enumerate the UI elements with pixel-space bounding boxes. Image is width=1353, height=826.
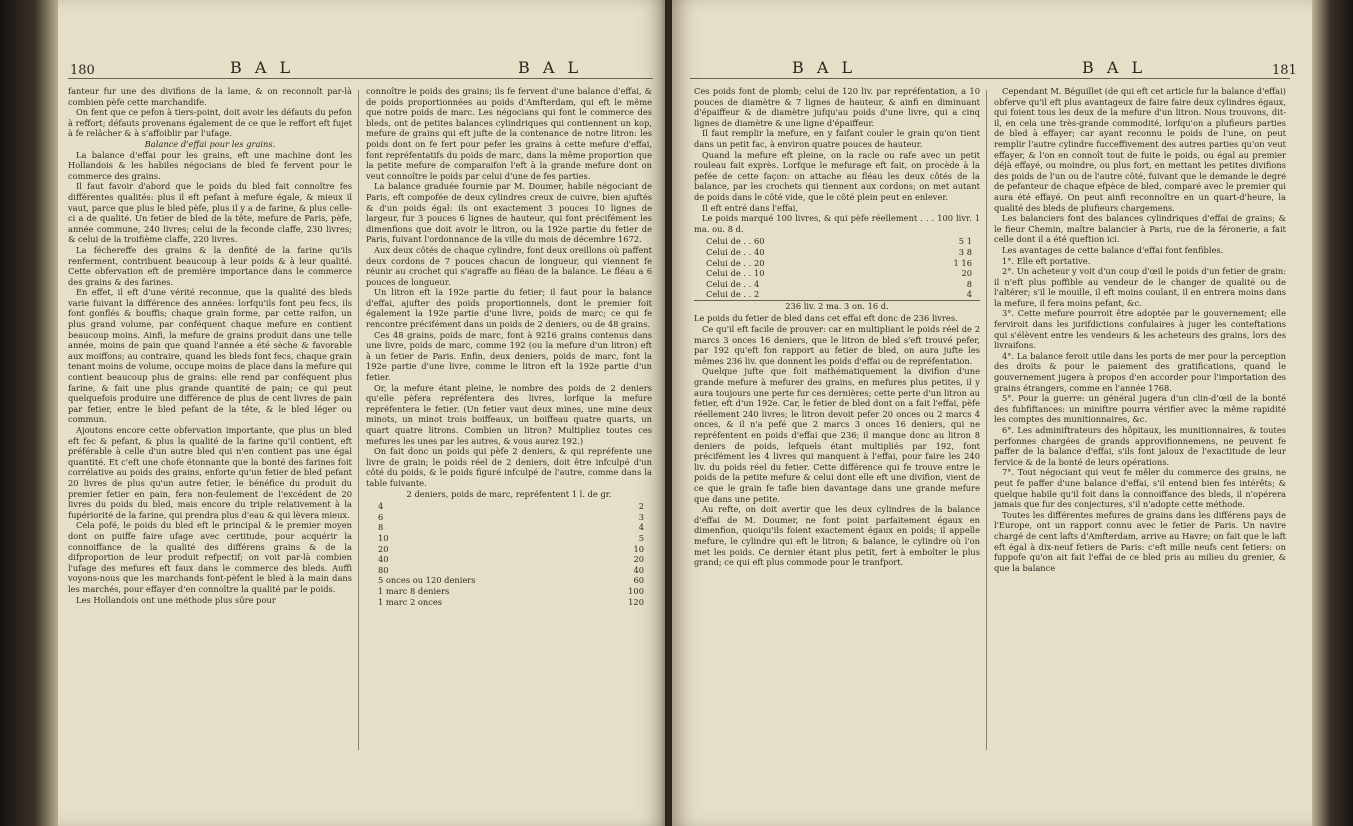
book-edge-left (0, 0, 58, 826)
header-rule (690, 78, 1290, 79)
paragraph: En effet, il eft d'une vérité reconnue, que la qualité des bleds varie fuivant la différence des années: lorfqu'ils font peu fecs, ils font gonflés & bouffis; chaque grain forme, par cette raifon, un plus grand volume, par conféquent chaque mefure en contient beaucoup moins. Ainfi, la mefure de grains produit dans une telle année, moins de pain que quand l'année a été sèche & favorable aux moiffons; au contraire, quand les bleds font fecs, chaque grain tenant moins de volume, occupe moins de place dans la mefure qui contient beaucoup plus de grains: elle rend par conféquent plus farine, & fait une plus grande quantité de pain; ce qui peut quelquefois produire une différence de plus de cent livres de pain par fetier, entre le bled pefant de la tête, & le bled léger ou commun. (68, 287, 352, 425)
table-row: Celui de . . 2 4 (706, 289, 972, 300)
table-row: Celui de . . 4 8 (706, 278, 972, 289)
paragraph: Or, la mefure étant pleine, le nombre des poids de 2 deniers qu'elle pèfera repréfentera des livres, lorfque la mefure repréfentera le fetier. (Un fetier vaut deux mines, une mine deux minots, un minot trois boiffeaux, un boiffeau quatre quarts, un quart quatre litrons. Combien un litron? Multipliez toutes ces mefures les unes par les autres, & vous aurez 192.) (366, 382, 652, 446)
table-row: 40 20 (378, 554, 644, 565)
table-total: 236 liv. 2 ma. 3 on. 16 d. (694, 300, 980, 312)
paragraph: Il faut favoir d'abord que le poids du bled fait connoître fes différentes qualités: plus il eft pefant à mefure égale, & mieux il vaut, parce que plus le bled pèfe, plus il y a de farine, & plus celle-ci a de qualité. Un fetier de bled de la tête, mefure de Paris, pèfe, année commune, 240 livres; celui de la feconde claffe, 230 livres; & celui de la troifième claffe, 220 livres. (68, 181, 352, 245)
paragraph: 1°. Elle eft portative. (1002, 255, 1091, 266)
paragraph: Quelque jufte que foit mathématiquement la divifion d'une grande mefure à mefurer des grains, en mefures plus petites, il y aura toujours une perte fur ces dernières; cette perte d'un litron au fetier, eft d'un 192e. Car, le fetier de bled dont on a fait l'effai, pèfe réellement 240 livres; le litron devoit pefer 20 onces ou 2 marcs 4 onces, & il n'a pefé que 2 marcs 3 onces 16 deniers, qui ne repréfentent en poids d'effai que 236; il manque donc au litron 8 deniers de poids, lefquels étant multipliés par 192, font précifément les 4 livres qui manquent à l'effai, pour faire les 240 liv. du poids réel du fetier. Cette différence qui fe trouve entre le poids de la petite mefure & celui dont elle eft une divifion, vient de ce que le grain fe tafle bien davantage dans une grande mefure que dans une petite. (694, 366, 980, 504)
paragraph: Il faut remplir la mefure, en y faifant couler le grain qu'on tient dans un petit fac, à environ quatre pouces de hauteur. (694, 128, 980, 149)
paragraph: Aux deux côtés de chaque cylindre, font deux oreillons où paffent deux cordons de 7 pouces chacun de longueur, qui viennent fe réunir au crochet qui s'agraffe au fléau de la balance. Le fléau a 6 pouces de longueur. (366, 244, 652, 287)
table-row: Celui de . . 60 5 1 (706, 236, 972, 247)
section-heading: Balance d'effai pour les grains. (144, 138, 276, 149)
table-caption: Le poids marqué 100 livres, & qui pèfe réellement . . . 100 livr. 1 ma. ou. 8 d. (694, 213, 980, 234)
left-page-column-1 (68, 86, 352, 605)
left-page (58, 0, 665, 826)
table-row: 5 onces ou 120 deniers 60 (378, 575, 644, 586)
paragraph: Les balanciers font des balances cylindriques d'effai de grains; & le fieur Chemin, maître balancier à Paris, rue de la féronerie, a fait celle dont il a été queftion ici. (994, 213, 1286, 245)
table-row: 20 10 (378, 543, 644, 554)
paragraph: Les Hollandois ont une méthode plus sûre pour (76, 594, 276, 605)
running-head-col2: B A L (1082, 58, 1147, 77)
paragraph: Cela pofé, le poids du bled eft le principal & le premier moyen dont on puiffe faire ufage avec certitude, pour acquérir la connoiffance de la qualité des différens grains & de la difproportion de leur produit refpectif; on voit par-là combien l'ufage des mefures eft faux dans le commerce des bleds. Auffi voyons-nous que les marchands font-pèfent le bled à la main dans les marchés, pour effayer d'en connoître la qualité par le poids. (68, 520, 352, 594)
table-row: 10 5 (378, 532, 644, 543)
right-page-column-1 (694, 86, 980, 568)
right-page (672, 0, 1312, 826)
paragraph: Ce qu'il eft facile de prouver: car en multipliant le poids réel de 2 marcs 3 onces 16 deniers, que le litron de bled s'eft trouvé pefer, par 192 qu'eft fon rapport au fetier de bled, on aura jufte les mêmes 236 liv. que donnent les poids d'effai ou de repréfentation. (694, 324, 980, 366)
table-row: Celui de . . 10 20 (706, 268, 972, 279)
paragraph: connoître le poids des grains; ils fe fervent d'une balance d'effai, & de poids proportionnées au poids d'Amfterdam, qui eft le même que notre poids de marc. Les négocians qui font le commerce des bleds, ont de petites balances cylindriques qui contiennent un kop, mefure de grains qui eft jufte de la contenance de notre litron: les poids dont on fe fert pour pefer les grains à cette mefure d'effai, font repréfentatifs du poids de marc, dans la même proportion que la petite mefure de comparaifon l'eft à la grande mefure dont on veut connoître le poids par celui d'une de fes parties. (366, 86, 652, 181)
paragraph: La balance graduée fournie par M. Doumer, habile négociant de Paris, eft compofée de deux cylindres creux de cuivre, bien ajuftés & d'un poids égal: ils ont exactement 3 pouces 10 lignes de largeur, fur 3 pouces 6 lignes de hauteur, qui font précifément les dimenfions que doit avoir le litron, ou la 192e partie du fetier de Paris, fuivant l'ordonnance de la ville du mois de décembre 1672. (366, 181, 652, 245)
table-row: 8 4 (378, 522, 644, 533)
paragraph: 4°. La balance feroit utile dans les ports de mer pour la perception des droits & pour le paiement des gratifications, quand le gouvernement jugera à propos d'en accorder pour l'importation des grains étrangers, comme en l'année 1768. (994, 350, 1286, 393)
page-number: 181 (1272, 63, 1297, 78)
paragraph: Il eft entré dans l'effai, (702, 202, 799, 213)
paragraph: Le poids du fetier de bled dans cet effai eft donc de 236 livres. (694, 313, 958, 324)
paragraph: Ces poids font de plomb; celui de 120 liv. par repréfentation, a 10 pouces de diamètre & 7 lignes de hauteur, & ainfi en diminuant d'épaiffeur & de diamètre jufqu'au poids d'une livre, qui a cinq lignes de diamètre & une ligne d'épaiffeur. (694, 86, 980, 128)
running-head-col2: B A L (518, 58, 583, 77)
book-edge-right (1312, 0, 1353, 826)
paragraph: 7°. Tout négociant qui veut fe mêler du commerce des grains, ne peut fe paffer d'une balance d'effai, s'il entend bien fes intérêts; & quelque habile qu'il foit dans la connoiffance des bleds, il n'opérera jamais que fur des conjectures, s'il n'adopte cette méthode. (994, 467, 1286, 510)
paragraph: Les avantages de cette balance d'effai font fenfibles. (1002, 244, 1224, 255)
paragraph: Toutes les différentes mefures de grains dans les différens pays de l'Europe, ont un rapport connu avec le fetier de Paris. Un navire chargé de cent lafts d'Amfterdam, arrive au Havre; on fait que le laft eft égal à dix-neuf fetiers de Paris: c'eft mille neufs cent fetiers: on fuppofe qu'on ait fait l'effai de ce bled pris au milieu du grenier, & que la balance (994, 509, 1286, 573)
paragraph: Cependant M. Béguillet (de qui eft cet article fur la balance d'effai) obferve qu'il eft plus avantageux de faire faire deux cylindres égaux, qui foient tous les deux de la mefure d'un litron. Nous trouvons, dit-il, en cela une très-grande commodité, lorfqu'on a plufieurs parties de bled à effayer; car ayant reconnu le poids de l'une, on peut remplir l'autre cylindre fucceffivement des autres parties qu'on veut effayer, & l'on en connoît tout de fuite le poids, ou égal au premier déjà effayé, ou moindre, ou plus fort, en mettant les petites divifions des poids de l'un ou de l'autre côté, fuivant que le demande le degré de pefanteur de chaque efpèce de bled, comparé avec le premier qui aura été effayé. On peut ainfi reconnoître en un quart-d'heure, la qualité des bleds de plufieurs chargemens. (994, 86, 1286, 213)
paragraph: 6°. Les adminiftrateurs des hôpitaux, les munitionnaires, & toutes perfonnes chargées de grands approvifionnemens, ne peuvent fe paffer de la balance d'effai, s'ils font jaloux de l'exactitude de leur fervice & de la bonté de leurs opérations. (994, 425, 1286, 467)
paragraph: Un litron eft la 192e partie du fetier; il faut pour la balance d'effai, ajufter des poids proportionnels, dont le premier foit également la 192e partie d'une livre, poids de marc; ce qui fe rencontre précifément dans un poids de 2 deniers, ou de 48 grains. (366, 287, 652, 330)
table-row: 80 40 (378, 564, 644, 575)
paragraph: La féchereffe des grains & la denfité de la farine qu'ils renferment, contribuent beaucoup à leur poids & à leur qualité. Cette obfervation eft de première importance dans le commerce des grains & des farines. (68, 244, 352, 287)
paragraph: La balance d'effai pour les grains, eft une machine dont les Hollandois & les habiles négocians de bled fe fervent pour le commerce des grains. (68, 149, 352, 181)
table-row: Celui de . . 20 1 16 (706, 257, 972, 268)
paragraph: Au refte, on doit avertir que les deux cylindres de la balance d'effai de M. Doumer, ne font point parfaitement égaux en dimenfion, quoiqu'ils foient exactement égaux en poids; il appelle mefure, le cylindre qui eft le litron; & balance, le cylindre où l'on met les poids. Ce dernier étant plus petit, fert à emboîter le plus grand; ce qui eft plus commode pour le tranfport. (694, 504, 980, 568)
column-rule (358, 90, 359, 750)
paragraph: 2°. Un acheteur y voit d'un coup d'œil le poids d'un fetier de grain: il n'eft plus poffible au vendeur de le changer de qualité ou de l'altérer; s'il le mouille, il eft moins coulant, il en entrera moins dans la mefure, il fera moins pefant, &c. (994, 266, 1286, 308)
running-head: B A L (792, 58, 857, 77)
paragraph: Ajoutons encore cette obfervation importante, que plus un bled eft fec & pefant, & plus la qualité de la farine qu'il contient, eft préférable à celle d'un autre bled qui n'en contient pas une égal quantité. Et c'eft une chofe étonnante que la bonté des farines foit corrélative au poids des grains, enforte qu'un fetier de bled pefant 20 livres de plus qu'un autre fetier, le bénéfice du produit du premier fetier en pain, fera non-feulement de l'excédent de 20 livres du poids du bled, mais encore du triple relativement à la fupériorité de la farine, qui prendra plus d'eau & qui lèvera mieux. (68, 425, 352, 520)
paragraph: 3°. Cette mefure pourroit être adoptée par le gouvernement; elle ferviroit dans les jurifdictions confulaires à juger les conteftations qui s'élèvent entre les vendeurs & les acheteurs des grains, lors des livraifons. (994, 308, 1286, 351)
table-caption: 2 deniers, poids de marc, repréfentent 1 l. de gr. (406, 488, 612, 499)
table-row: 1 marc 2 onces 120 (378, 596, 644, 607)
paragraph: 5°. Pour la guerre: un général jugera d'un clin-d'œil de la bonté des fubfiftances: un miniftre pourra vérifier avec la même rapidité les comptes des munitionnaires, &c. (994, 393, 1286, 425)
table-row: Celui de . . 40 3 8 (706, 246, 972, 257)
assay-table (694, 236, 980, 311)
header-rule (68, 78, 653, 79)
page-number: 180 (70, 63, 95, 78)
running-head: B A L (230, 58, 295, 77)
right-page-column-2 (994, 86, 1286, 573)
weights-table (366, 501, 652, 607)
table-row: 6 3 (378, 511, 644, 522)
column-rule (986, 90, 987, 750)
table-row: 4 2 (378, 501, 644, 512)
paragraph: Quand la mefure eft pleine, on la racle ou rafe avec un petit rouleau fait exprès. Lorfque le mefurage eft fait, on procède à la pefée de cette façon: on attache au fléau les deux côtés de la balance, par les crochets qui tiennent aux cordons; on met autant de poids dans le côté vide, que le côté plein peut en enlever. (694, 149, 980, 202)
paragraph: Ces 48 grains, poids de marc, font à 9216 grains contenus dans une livre, poids de marc, comme 192 (ou la mefure d'un litron) eft à un fetier de Paris. Enfin, deux deniers, poids de marc, font la 192e partie d'une livre, comme le litron eft la 192e partie d'un fetier. (366, 329, 652, 383)
left-page-column-2 (366, 86, 652, 609)
paragraph: On fait donc un poids qui pèfe 2 deniers, & qui repréfente une livre de grain; le poids réel de 2 deniers, doit être infculpé d'un côté du poids, & le poids figuré infculpé de l'autre, comme dans la table fuivante. (366, 446, 652, 488)
table-row: 1 marc 8 deniers 100 (378, 585, 644, 596)
paragraph: On fent que ce pefon à tiers-point, doit avoir les défauts du pefon à reffort; défauts provenans également de ce que le reffort eft fujet à fe relâcher & à s'affoiblir par l'ufage. (68, 107, 352, 139)
paragraph: fanteur fur une des divifions de la lame, & on reconnoît par-là combien pèfe cette marchandife. (68, 86, 352, 107)
